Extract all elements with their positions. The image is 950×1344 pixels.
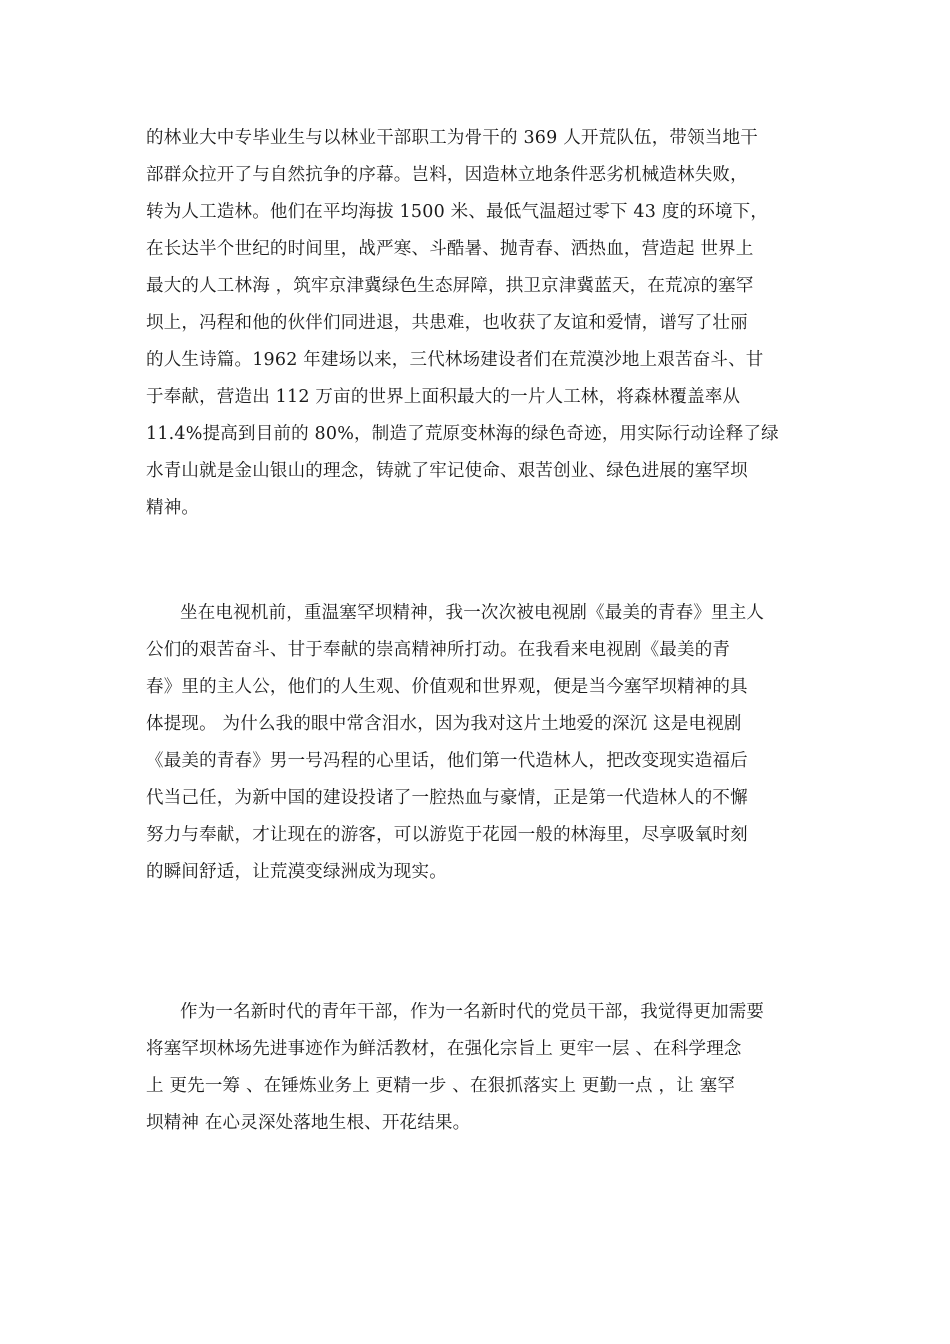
paragraph-line: 上 更先一筹 、在锤炼业务上 更精一步 、在狠抓落实上 更勤一点 ，让 塞罕 (146, 1076, 736, 1096)
paragraph-line: 体提现。 为什么我的眼中常含泪水，因为我对这片土地爱的深沉 这是电视剧 (146, 714, 742, 734)
paragraph-line: 精神。 (146, 498, 200, 518)
paragraph-line: 作为一名新时代的青年干部，作为一名新时代的党员干部，我觉得更加需要 (180, 1002, 765, 1022)
paragraph-line: 部群众拉开了与自然抗争的序幕。岂料，因造林立地条件恶劣机械造林失败， (146, 165, 748, 185)
paragraph-line: 的林业大中专毕业生与以林业干部职工为骨干的 369 人开荒队伍，带领当地干 (146, 128, 758, 148)
paragraph-line: 的瞬间舒适，让荒漠变绿洲成为现实。 (146, 862, 447, 882)
paragraph-line: 努力与奉献，才让现在的游客，可以游览于花园一般的林海里，尽享吸氧时刻 (146, 825, 748, 845)
paragraph-line: 公们的艰苦奋斗、甘于奉献的崇高精神所打动。在我看来电视剧《最美的青 (146, 640, 731, 660)
paragraph-1 (146, 120, 810, 527)
paragraph-line: 水青山就是金山银山的理念，铸就了牢记使命、艰苦创业、绿色进展的塞罕坝 (146, 461, 748, 481)
paragraph-line: 坝精神 在心灵深处落地生根、开花结果。 (146, 1113, 471, 1133)
paragraph-line: 在长达半个世纪的时间里，战严寒、斗酷暑、抛青春、洒热血，营造起 世界上 (146, 239, 754, 259)
paragraph-line: 代当己任，为新中国的建设投诸了一腔热血与豪情，正是第一代造林人的不懈 (146, 788, 748, 808)
paragraph-line: 最大的人工林海 ，筑牢京津冀绿色生态屏障，拱卫京津冀蓝天，在荒凉的塞罕 (146, 276, 754, 296)
paragraph-line: 坐在电视机前，重温塞罕坝精神，我一次次被电视剧《最美的青春》里主人 (180, 603, 765, 623)
paragraph-line: 《最美的青春》男一号冯程的心里话，他们第一代造林人，把改变现实造福后 (146, 751, 748, 771)
paragraph-line: 于奉献，营造出 112 万亩的世界上面积最大的一片人工林，将森林覆盖率从 (146, 387, 741, 407)
paragraph-line: 的人生诗篇。1962 年建场以来，三代林场建设者们在荒漠沙地上艰苦奋斗、甘 (146, 350, 764, 370)
paragraph-line: 将塞罕坝林场先进事迹作为鲜活教材，在强化宗旨上 更牢一层 、在科学理念 (146, 1039, 742, 1059)
paragraph-3 (146, 994, 810, 1142)
paragraph-line: 春》里的主人公，他们的人生观、价值观和世界观，便是当今塞罕坝精神的具 (146, 677, 748, 697)
paragraph-line: 转为人工造林。他们在平均海拔 1500 米、最低气温超过零下 43 度的环境下， (146, 202, 769, 222)
paragraph-2 (146, 595, 810, 891)
paragraph-line: 坝上，冯程和他的伙伴们同进退，共患难，也收获了友谊和爱情，谱写了壮丽 (146, 313, 748, 333)
paragraph-line: 11.4%提高到目前的 80%，制造了荒原变林海的绿色奇迹，用实际行动诠释了绿 (146, 424, 779, 444)
